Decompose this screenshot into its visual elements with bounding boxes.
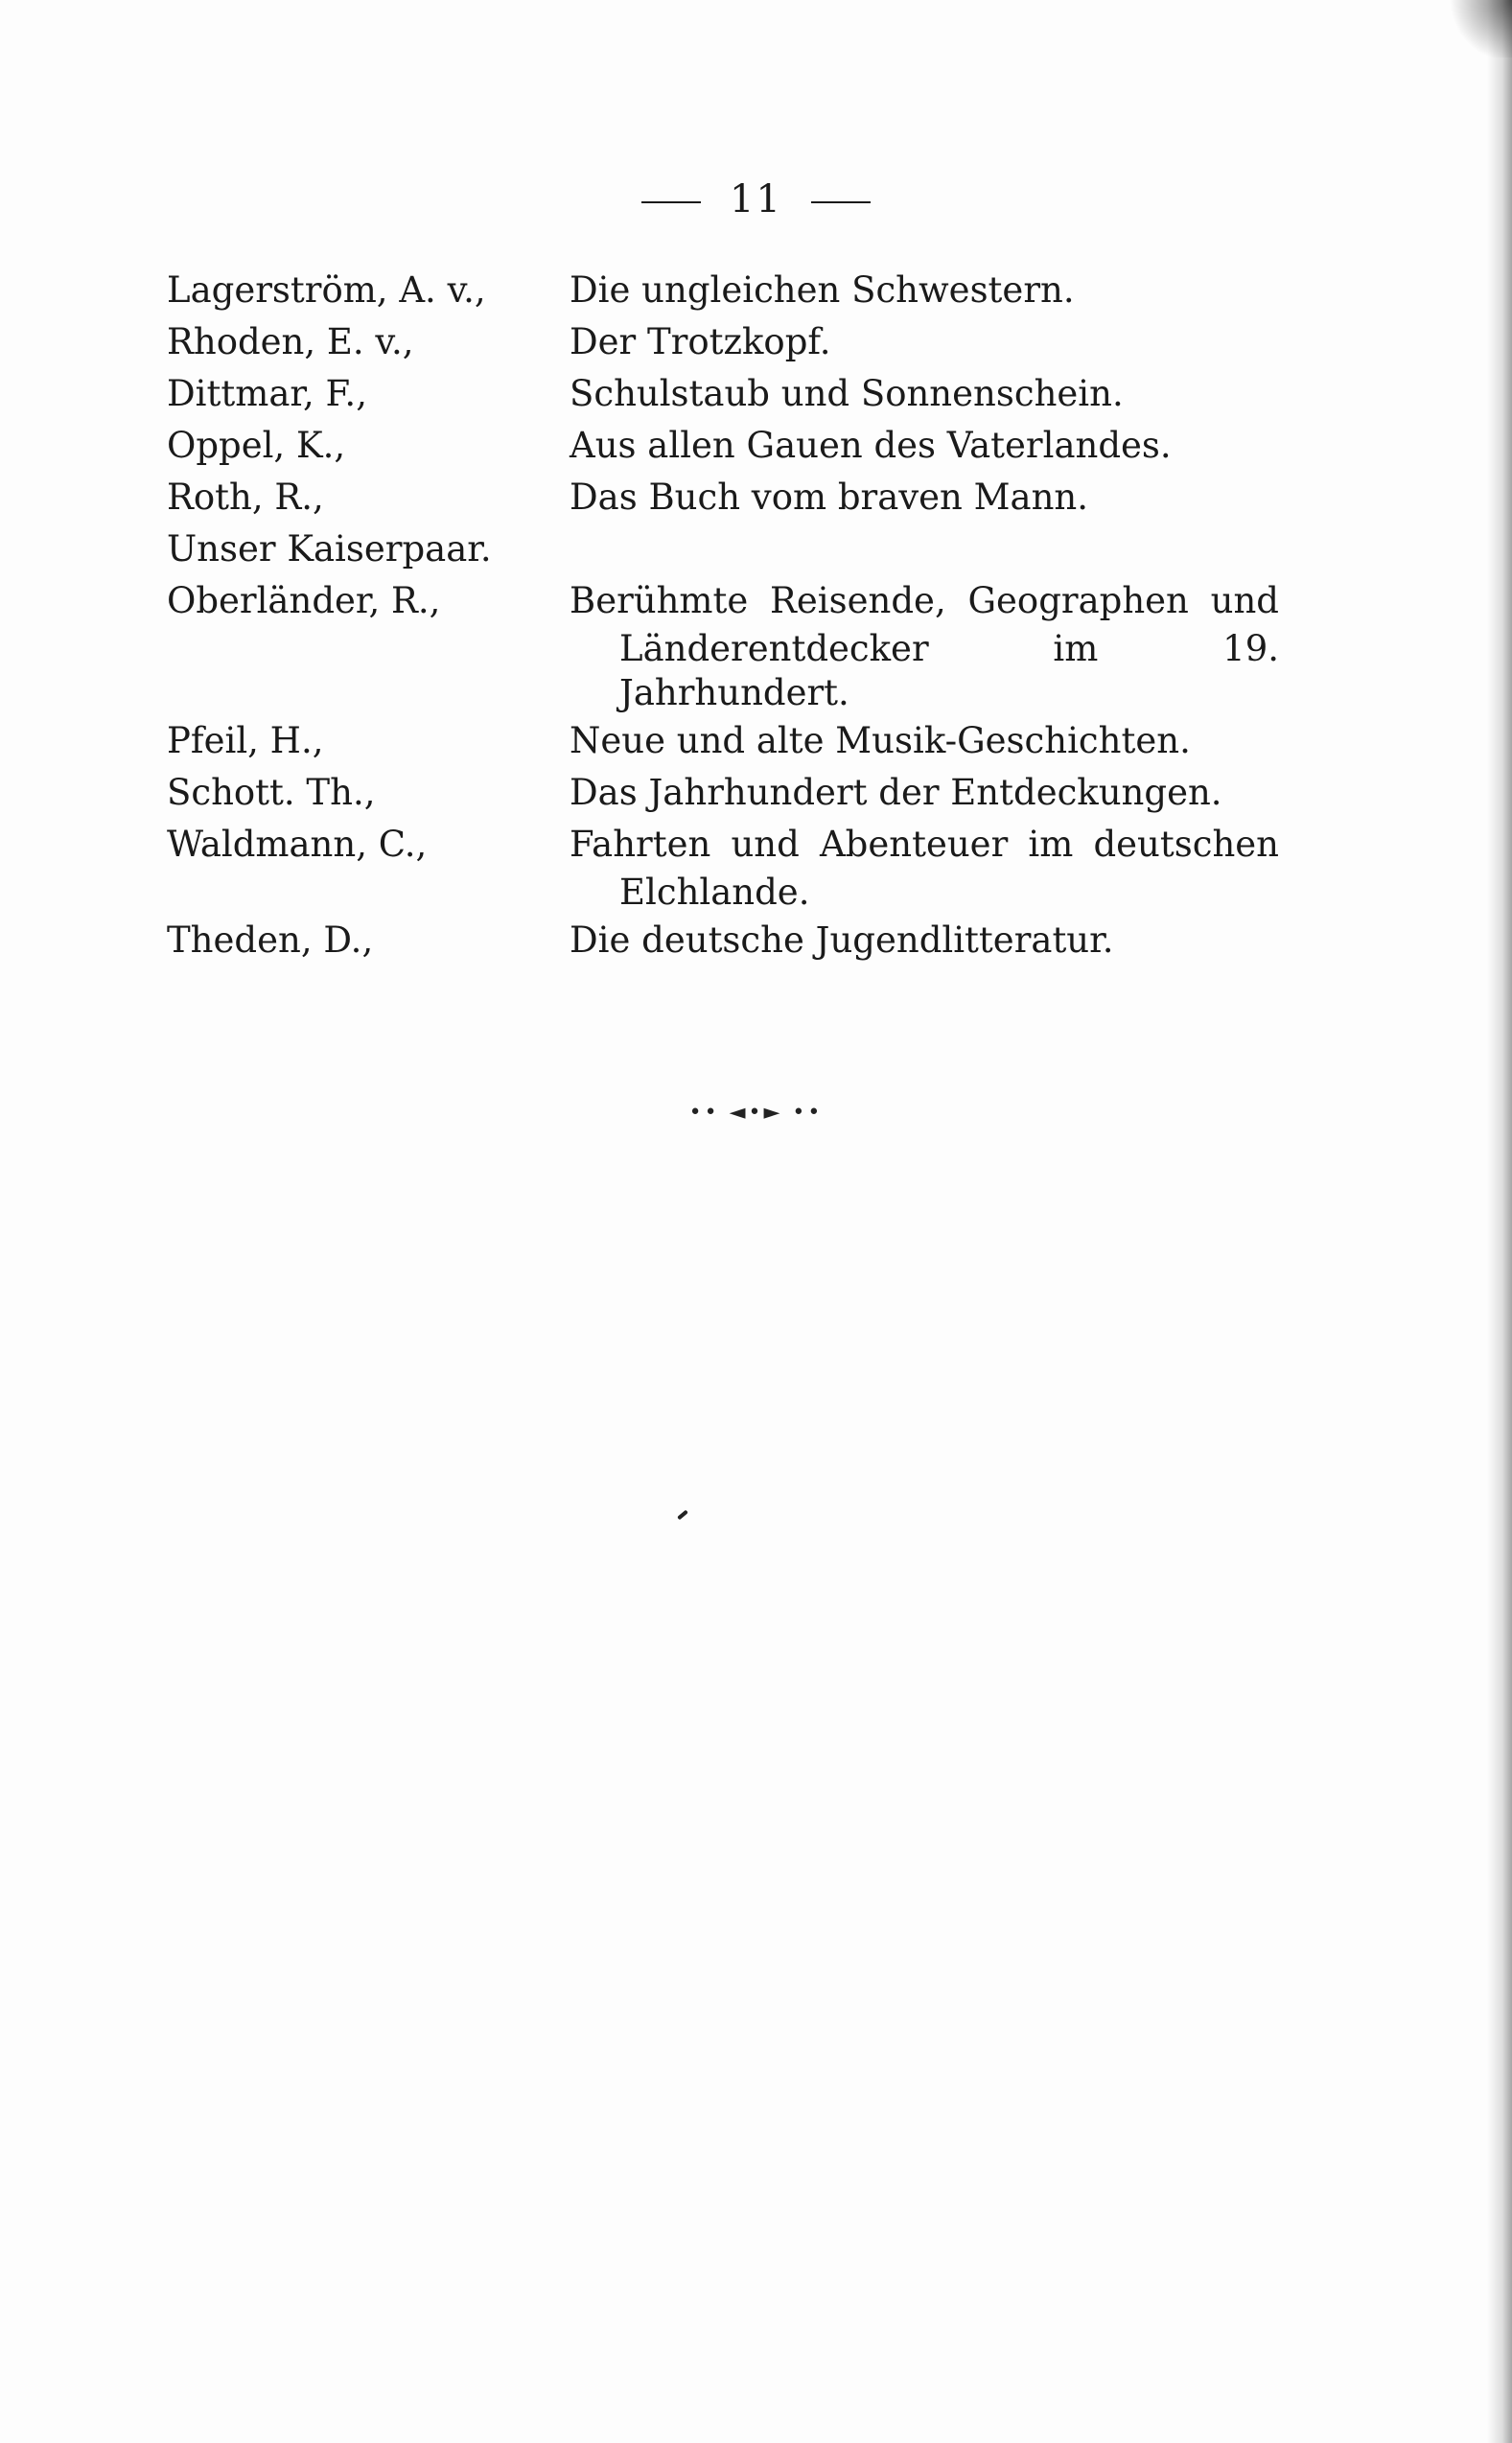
entry-title-line: Der Trotzkopf. bbox=[570, 321, 831, 362]
entry-title bbox=[570, 524, 1279, 575]
bibliography-entry bbox=[167, 472, 1279, 524]
entry-author: Dittmar, F., bbox=[167, 373, 367, 414]
page-number bbox=[0, 177, 1512, 221]
bibliography-entry bbox=[167, 316, 1279, 368]
entry-title-line: Das Buch vom braven Mann. bbox=[570, 477, 1089, 518]
bibliography-entry bbox=[167, 915, 1279, 966]
entry-title-line: Schulstaub und Sonnenschein. bbox=[570, 373, 1124, 414]
page-number-dash-left bbox=[641, 201, 701, 203]
entry-title-line: Die ungleichen Schwestern. bbox=[570, 269, 1075, 311]
entry-title bbox=[570, 767, 1279, 819]
entry-title-line: Aus allen Gauen des Vaterlandes. bbox=[570, 425, 1172, 466]
entry-title bbox=[570, 472, 1279, 524]
bibliography-entry bbox=[167, 420, 1279, 472]
entry-author: Lagerström, A. v., bbox=[167, 269, 486, 311]
entry-author: Pfeil, H., bbox=[167, 720, 324, 761]
entry-title bbox=[570, 420, 1279, 472]
entry-author: Waldmann, C., bbox=[167, 824, 428, 865]
entry-title bbox=[570, 819, 1279, 915]
entry-title-line: Fahrten und Abenteuer im deutschen bbox=[570, 824, 1279, 865]
section-ornament: •• ◄•► •• bbox=[688, 1101, 824, 1125]
scan-edge-shadow bbox=[1487, 0, 1512, 2443]
entry-title bbox=[570, 368, 1279, 420]
entry-title bbox=[570, 575, 1279, 715]
bibliography-entry bbox=[167, 767, 1279, 819]
bibliography-list bbox=[167, 265, 1279, 966]
entry-title-line: Neue und alte Musik-Geschichten. bbox=[570, 720, 1191, 761]
entry-title-line: Länderentdecker im 19. Jahrhundert. bbox=[619, 628, 1279, 713]
entry-title bbox=[570, 715, 1279, 767]
page-number-dash-right bbox=[811, 201, 871, 203]
bibliography-entry bbox=[167, 575, 1279, 715]
bibliography-entry bbox=[167, 524, 1279, 575]
page-number-value: 11 bbox=[730, 177, 782, 221]
entry-title bbox=[570, 915, 1279, 966]
entry-title bbox=[570, 265, 1279, 316]
entry-author: Rhoden, E. v., bbox=[167, 321, 414, 362]
entry-title-line: Elchlande. bbox=[619, 872, 810, 913]
entry-title-line: Die deutsche Jugendlitteratur. bbox=[570, 919, 1114, 961]
entry-title bbox=[570, 316, 1279, 368]
bibliography-entry bbox=[167, 819, 1279, 915]
bibliography-entry bbox=[167, 265, 1279, 316]
entry-author: Schott. Th., bbox=[167, 772, 376, 813]
entry-author: Roth, R., bbox=[167, 477, 324, 518]
entry-author: Oppel, K., bbox=[167, 425, 346, 466]
scan-corner-shadow bbox=[1445, 0, 1512, 58]
entry-author: Oberländer, R., bbox=[167, 580, 441, 621]
entry-title-line: Berühmte Reisende, Geographen und bbox=[570, 580, 1279, 621]
entry-title-line: Das Jahrhundert der Entdeckungen. bbox=[570, 772, 1222, 813]
entry-author: Unser Kaiserpaar. bbox=[167, 528, 492, 570]
entry-author: Theden, D., bbox=[167, 919, 374, 961]
bibliography-entry bbox=[167, 715, 1279, 767]
ink-speck bbox=[677, 1510, 688, 1521]
bibliography-entry bbox=[167, 368, 1279, 420]
